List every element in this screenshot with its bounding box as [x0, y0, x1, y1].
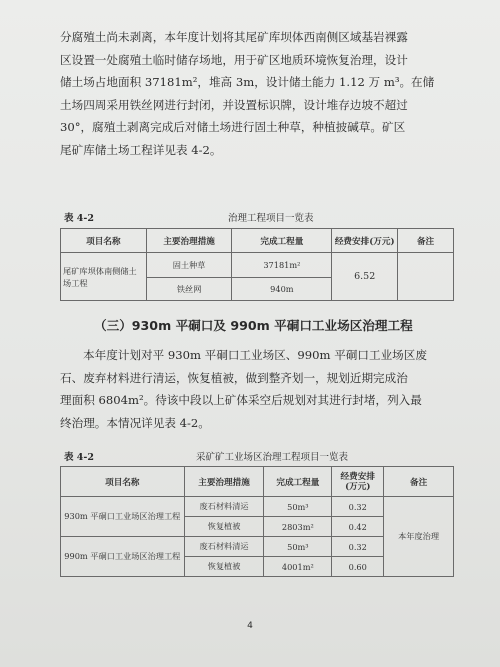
cell-measure: 恢复植被	[184, 517, 264, 537]
cell-note: 本年度治理	[384, 497, 454, 577]
cell-quantity: 2803m²	[264, 517, 332, 537]
paragraph-storage-site	[60, 26, 452, 162]
table-industrial-site-projects	[60, 466, 454, 577]
col-header: 备注	[398, 229, 454, 253]
cell-quantity: 37181m²	[232, 253, 332, 278]
cell-cost: 0.32	[332, 497, 384, 517]
cell-cost: 0.42	[332, 517, 384, 537]
table1-label: 表 4-2	[64, 213, 94, 224]
section-heading: （三）930m 平硐口及 990m 平硐口工业场区治理工程	[94, 318, 413, 333]
cell-cost: 0.32	[332, 537, 384, 557]
text-line: 石、废弃材料进行清运，恢复植被，做到整齐划一，规划近期完成治	[60, 370, 408, 385]
col-header: 完成工程量	[232, 229, 332, 253]
text-line: 30°，腐殖土剥离完成后对储土场进行固土种草，种植披碱草。矿区	[60, 120, 406, 135]
col-header: 完成工程量	[264, 467, 332, 497]
cell-quantity: 50m³	[264, 537, 332, 557]
cell-cost: 6.52	[332, 253, 398, 301]
table-header-row	[61, 467, 454, 497]
text-line: 本年度计划对平 930m 平硐口工业场区、990m 平硐口工业场区废	[83, 348, 427, 362]
text-line: 储土场占地面积 37181m²，堆高 3m，设计储土能力 1.12 万 m³。在储	[60, 75, 435, 90]
col-header: 经费安排(万元)	[332, 467, 384, 497]
cell-measure: 废石材料清运	[184, 497, 264, 517]
table-governance-projects	[60, 228, 454, 301]
col-header: 主要治理措施	[146, 229, 232, 253]
text-line: 尾矿库储土场工程详见表 4-2。	[60, 142, 222, 157]
cell-measure: 恢复植被	[184, 557, 264, 577]
cell-measure: 废石材料清运	[184, 537, 264, 557]
cell-note	[398, 253, 454, 301]
text-line: 土场四周采用铁丝网进行封闭，并设置标识牌，设计堆存边坡不超过	[60, 97, 408, 112]
cell-quantity: 940m	[232, 278, 332, 301]
col-header: 经费安排(万元)	[332, 229, 398, 253]
cell-project: 尾矿库坝体南侧储土场工程	[61, 253, 147, 301]
text-line: 区设置一处腐殖土临时储存场地，用于矿区地质环境恢复治理，设计	[60, 52, 408, 67]
cell-measure: 固土种草	[146, 253, 232, 278]
cell-project: 930m 平硐口工业场区治理工程	[61, 497, 185, 537]
table-row	[61, 253, 454, 278]
table1-title: 治理工程项目一览表	[228, 213, 314, 224]
col-header: 项目名称	[61, 229, 147, 253]
table2-title: 采矿矿工业场区治理工程项目一览表	[196, 452, 349, 463]
page-number: 4	[247, 621, 253, 631]
paragraph-industrial-site	[60, 344, 452, 434]
table2-label: 表 4-2	[64, 452, 94, 463]
cell-project: 990m 平硐口工业场区治理工程	[61, 537, 185, 577]
cell-quantity: 50m³	[264, 497, 332, 517]
col-header: 项目名称	[61, 467, 185, 497]
cell-quantity: 4001m²	[264, 557, 332, 577]
text-line: 分腐殖土尚未剥离，本年度计划将其尾矿库坝体西南侧区域基岩裸露	[60, 30, 408, 44]
cell-cost: 0.60	[332, 557, 384, 577]
text-line: 终治理。本情况详见表 4-2。	[60, 415, 210, 430]
text-line: 理面积 6804m²。待该中段以上矿体采空后规划对其进行封堵，列入最	[60, 393, 422, 408]
table-row	[61, 497, 454, 517]
col-header: 备注	[384, 467, 454, 497]
col-header: 主要治理措施	[184, 467, 264, 497]
cell-measure: 铁丝网	[146, 278, 232, 301]
table-header-row	[61, 229, 454, 253]
